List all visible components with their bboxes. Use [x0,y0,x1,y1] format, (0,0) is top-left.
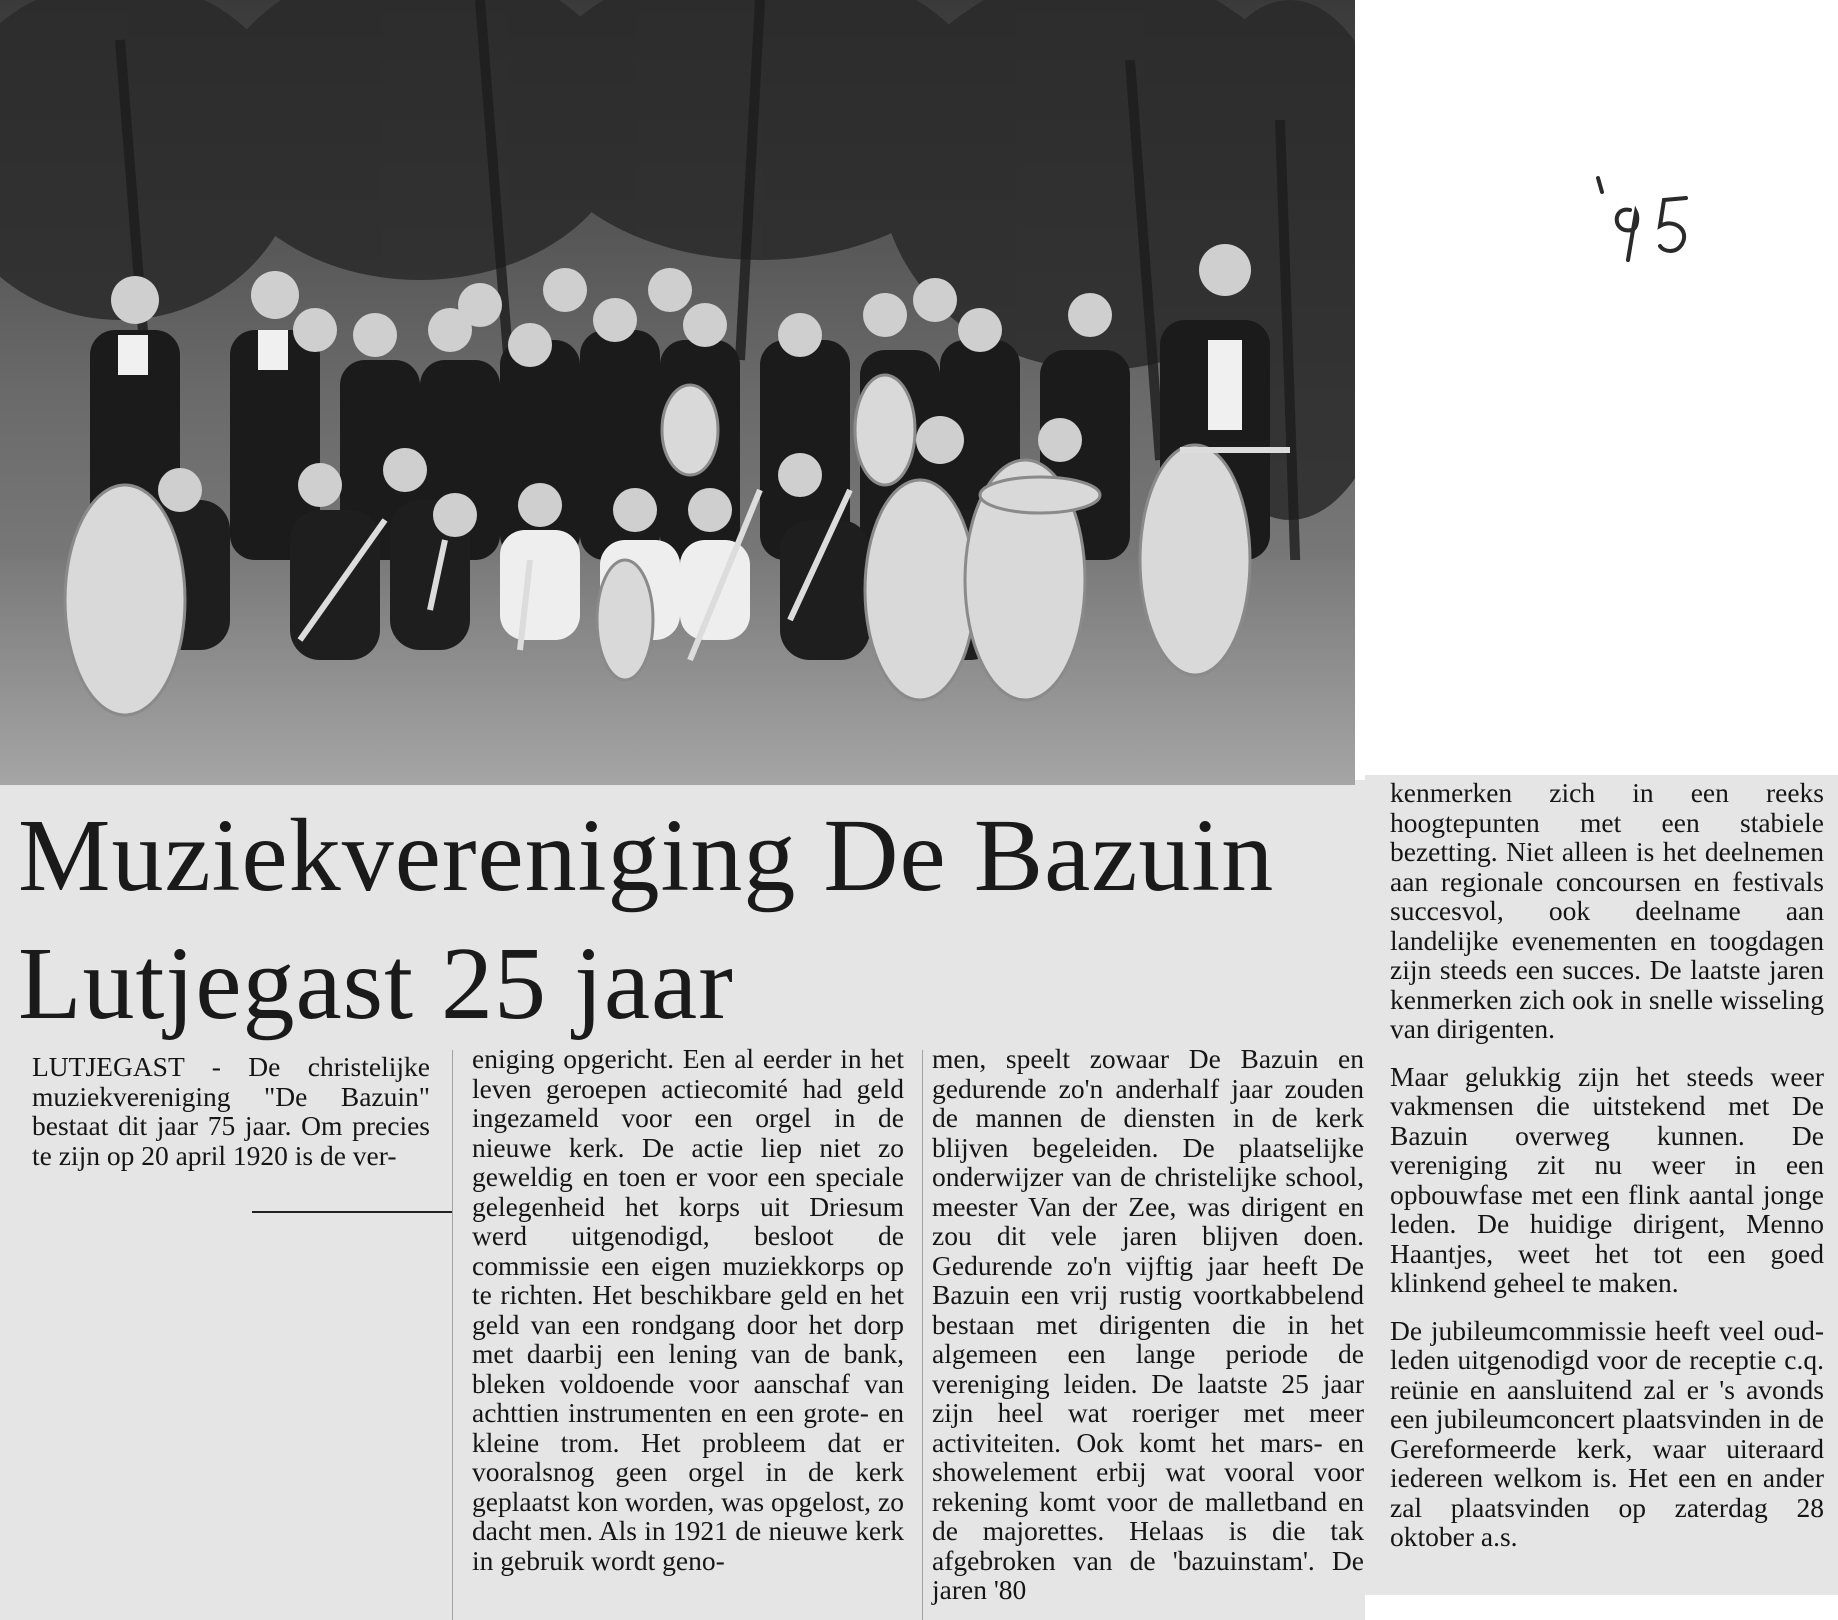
handwritten-year-note [1590,160,1710,270]
band-photo-illustration [0,0,1355,785]
column-1-text: LUTJEGAST - De christelijke muziekvereniging "De Bazuin" bestaat dit jaar 75 jaar. Om precies te zijn op 20 april 1920 is de ver- [32,1051,430,1171]
column-4-paragraph-1: kenmerken zich in een reeks hoogtepunten met een stabiele bezetting. Niet alleen is het deelnemen aan regionale concoursen en festivals succesvol, ook deelname aan landelijke evenementen en toogdagen zijn steeds een succes. De laatste jaren kenmerken zich ook in snelle wisseling van dirigenten. [1390,777,1824,1044]
column-divider-1 [452,1050,453,1620]
column-2-text: eniging opgericht. Een al eerder in het leven geroepen actiecomité had geld ingezameld voor een orgel in de nieuwe kerk. De actie liep niet zo geweldig en toen er voor een speciale gelegenheid het korps uit Driesum werd uitgenodigd, besloot de commissie een eigen muziekkorps op te richten. Het beschikbare geld en het geld van een rondgang door het dorp met daarbij een lening van de bank, bleken voldoende voor aanschaf van achttien instrumenten en een grote- en kleine trom. Het probleem dat er vooralsnog geen orgel in de kerk geplaatst kon worden, was opgelost, zo dacht men. Als in 1921 de nieuwe kerk in gebruik wordt geno- [472,1043,904,1576]
band-photo [0,0,1355,785]
headline [18,792,1358,1048]
column-4-paragraph-2: Maar gelukkig zijn het steeds weer vakmensen die uitstekend met De Bazuin overweg kunnen. De vereniging zit nu weer in een opbouwfase met een flink aantal jonge leden. De huidige dirigent, Menno Haantjes, weet het tot een goed klinkend geheel te maken. [1390,1060,1824,1298]
article-column-1 [32,1052,430,1170]
column-divider-2 [922,1050,923,1620]
headline-line-1: Muziekvereniging De Bazuin [18,798,1275,913]
headline-line-2: Lutjegast 25 jaar [18,926,734,1041]
column-3-text: men, speelt zowaar De Bazuin en gedurende zo'n anderhalf jaar zouden de mannen de diensten in de kerk blijven begeleiden. De plaatselijke onderwijzer van de christelijke school, meester Van der Zee, was dirigent en zou dit vele jaren blijven doen. Gedurende zo'n vijftig jaar heeft De Bazuin een vrij rustig voortkabbelend bestaan met dirigenten die in het algemeen een lange periode de vereniging leiden. De laatste 25 jaar zijn heel wat roeriger met meer activiteiten. Ook komt het mars- en showelement erbij wat vooral voor rekening komt voor de malletband en de majorettes. Helaas is die tak afgebroken van de 'bazuinstam'. De jaren '80 [932,1043,1364,1605]
handwritten-note-drawing [1590,160,1710,270]
column-4-paragraph-3: De jubileumcommissie heeft veel oud-leden uitgenodigd voor de receptie c.q. reünie en aansluitend zal er 's avonds een jubileumconcert plaatsvinden in de Gereformeerde kerk, waar uiteraard iedereen welkom is. Het een en ander zal plaatsvinden op zaterdag 28 oktober a.s. [1390,1314,1824,1552]
article-column-4 [1390,778,1824,1552]
column-1-bottom-rule [252,1211,452,1213]
article-column-2 [472,1044,904,1575]
article-column-3 [932,1044,1364,1605]
